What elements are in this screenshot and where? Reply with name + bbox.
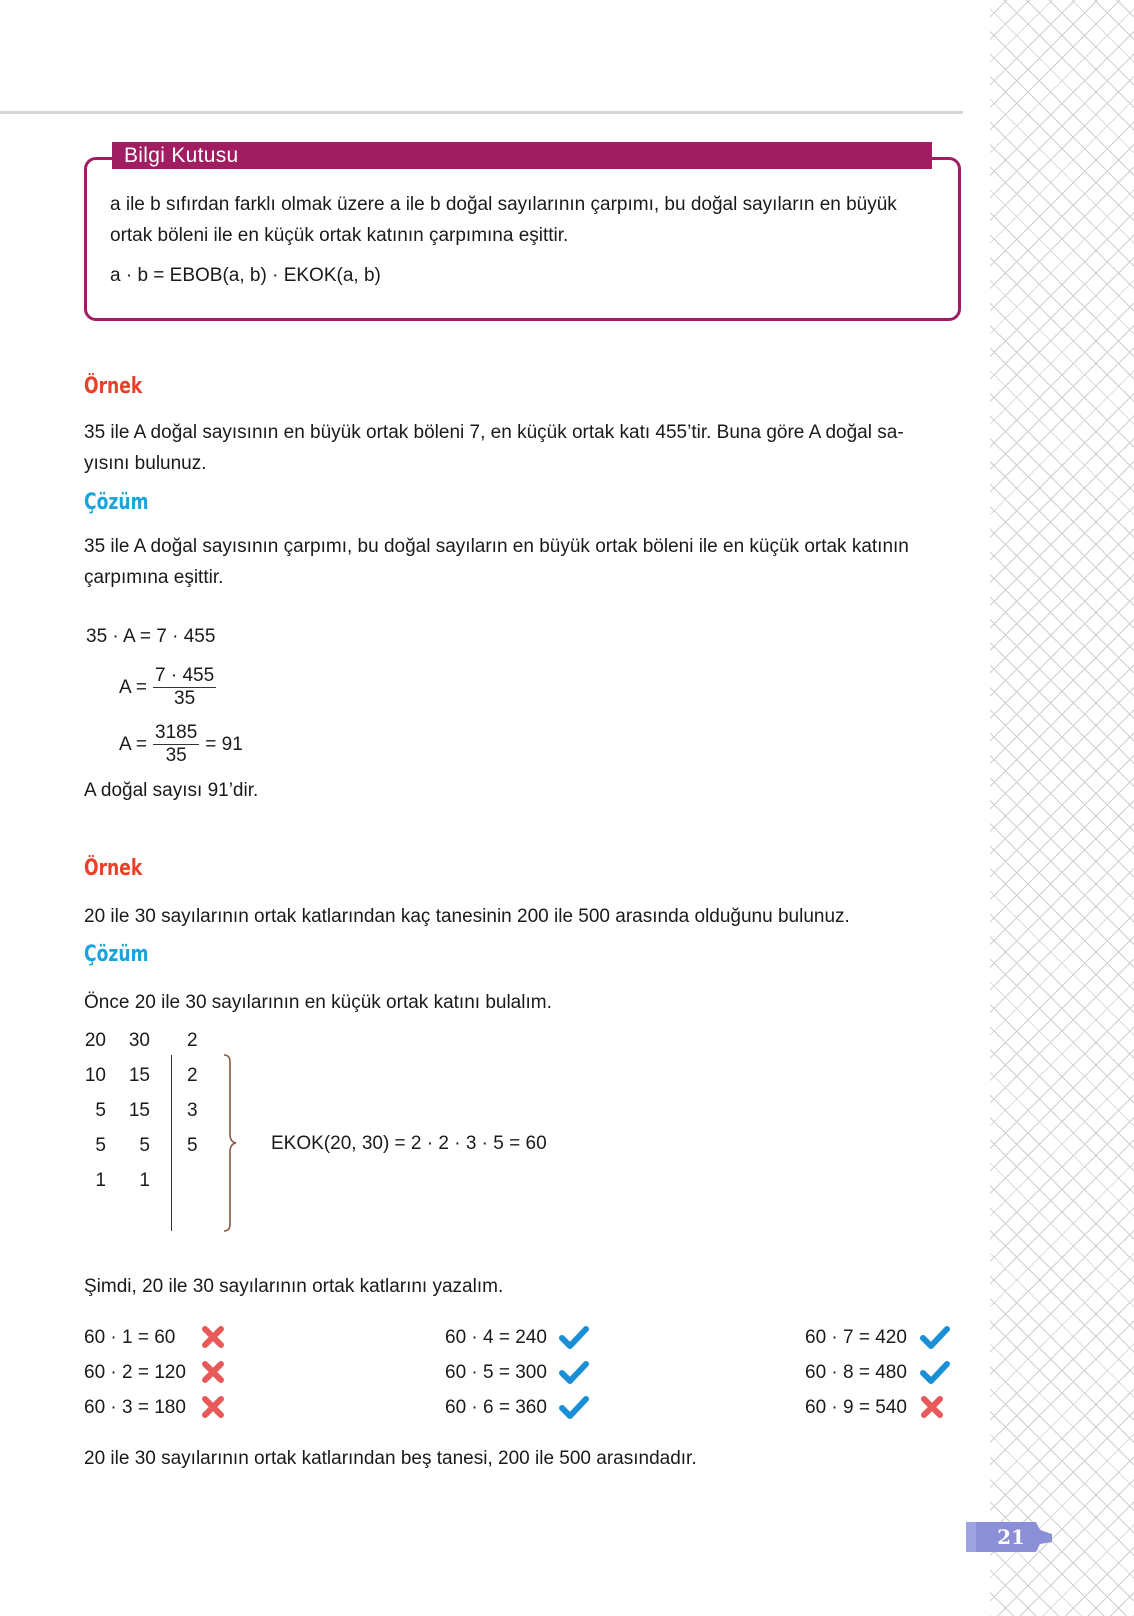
multiple-item: 60 · 6 = 360 — [445, 1397, 547, 1418]
equation-3-rhs: = 91 — [205, 733, 243, 755]
dividend-cell: 20 — [84, 1030, 106, 1051]
multiple-item: 60 · 8 = 480 — [805, 1362, 907, 1383]
check-icon — [559, 1325, 585, 1351]
info-box-formula: a · b = EBOB(a, b) · EKOK(a, b) — [110, 265, 381, 286]
example-1-solution-line-1: 35 ile A doğal sayısının çarpımı, bu doğal sayıların en büyük ortak böleni ile en küçük ortak katının — [84, 536, 909, 557]
division-divider — [171, 1055, 172, 1231]
multiple-item: 60 · 5 = 300 — [445, 1362, 547, 1383]
cross-icon — [201, 1395, 227, 1421]
dividend-cell: 1 — [95, 1170, 106, 1191]
multiple-item: 60 · 4 = 240 — [445, 1327, 547, 1348]
dividend-cell: 30 — [128, 1030, 150, 1051]
equation-2-fraction — [153, 665, 216, 710]
dividend-cell: 1 — [139, 1170, 150, 1191]
example-2-question: 20 ile 30 sayılarının ortak katlarından kaç tanesinin 200 ile 500 arasında olduğunu bulunuz. — [84, 906, 850, 927]
dividend-cell: 5 — [95, 1100, 106, 1121]
top-divider — [0, 111, 963, 114]
ekok-result: EKOK(20, 30) = 2 · 2 · 3 · 5 = 60 — [271, 1133, 547, 1154]
example-1-solution-heading: Çözüm — [84, 490, 149, 515]
equation-3-numerator: 3185 — [155, 722, 198, 743]
equation-2 — [119, 665, 216, 710]
dividend-cell: 5 — [139, 1135, 150, 1156]
cross-icon — [201, 1325, 227, 1351]
example-1-question-line-2: yısını bulunuz. — [84, 453, 207, 474]
example-2-intro: Önce 20 ile 30 sayılarının en küçük ortak katını bulalım. — [84, 992, 552, 1013]
brace — [222, 1054, 242, 1232]
equation-1: 35 · A = 7 · 455 — [86, 626, 216, 647]
multiples-intro: Şimdi, 20 ile 30 sayılarının ortak katlarını yazalım. — [84, 1276, 504, 1297]
dividend-cell: 10 — [84, 1065, 106, 1086]
check-icon — [920, 1325, 946, 1351]
example-1-conclusion: A doğal sayısı 91’dir. — [84, 780, 259, 801]
multiple-item: 60 · 1 = 60 — [84, 1327, 176, 1348]
multiple-item: 60 · 9 = 540 — [805, 1397, 907, 1418]
equation-2-denominator: 35 — [174, 688, 196, 709]
multiple-item: 60 · 3 = 180 — [84, 1397, 186, 1418]
example-1-solution-line-2: çarpımına eşittir. — [84, 567, 224, 588]
equation-2-lhs: A = — [119, 676, 147, 698]
equation-3-lhs: A = — [119, 733, 147, 755]
cross-icon — [201, 1360, 227, 1386]
equation-3 — [119, 722, 243, 767]
equation-2-numerator: 7 · 455 — [155, 665, 215, 686]
multiple-item: 60 · 7 = 420 — [805, 1327, 907, 1348]
example-2-heading: Örnek — [84, 856, 143, 881]
divisor-cell: 5 — [187, 1135, 198, 1156]
dividend-cell: 15 — [128, 1100, 150, 1121]
dividend-cell: 15 — [128, 1065, 150, 1086]
divisor-cell: 2 — [187, 1065, 198, 1086]
dividend-cell: 5 — [95, 1135, 106, 1156]
example-1-question-line-1: 35 ile A doğal sayısının en büyük ortak böleni 7, en küçük ortak katı 455’tir. Buna göre A doğal sa- — [84, 422, 904, 443]
page-number: 21 — [997, 1525, 1025, 1549]
example-2-solution-heading: Çözüm — [84, 942, 149, 967]
equation-3-fraction — [153, 722, 199, 767]
example-1-heading: Örnek — [84, 374, 143, 399]
example-2-conclusion: 20 ile 30 sayılarının ortak katlarından beş tanesi, 200 ile 500 arasındadır. — [84, 1448, 697, 1469]
side-pattern — [990, 0, 1134, 1616]
divisor-cell: 2 — [187, 1030, 198, 1051]
info-box-line-1: a ile b sıfırdan farklı olmak üzere a ile b doğal sayılarının çarpımı, bu doğal sayıların en büyük — [110, 194, 897, 215]
info-box-title: Bilgi Kutusu — [112, 142, 932, 169]
multiple-item: 60 · 2 = 120 — [84, 1362, 186, 1383]
check-icon — [559, 1395, 585, 1421]
check-icon — [920, 1360, 946, 1386]
info-box-line-2: ortak böleni ile en küçük ortak katının çarpımına eşittir. — [110, 225, 569, 246]
divisor-cell: 3 — [187, 1100, 198, 1121]
equation-3-denominator: 35 — [165, 745, 187, 766]
cross-icon — [920, 1395, 946, 1421]
check-icon — [559, 1360, 585, 1386]
